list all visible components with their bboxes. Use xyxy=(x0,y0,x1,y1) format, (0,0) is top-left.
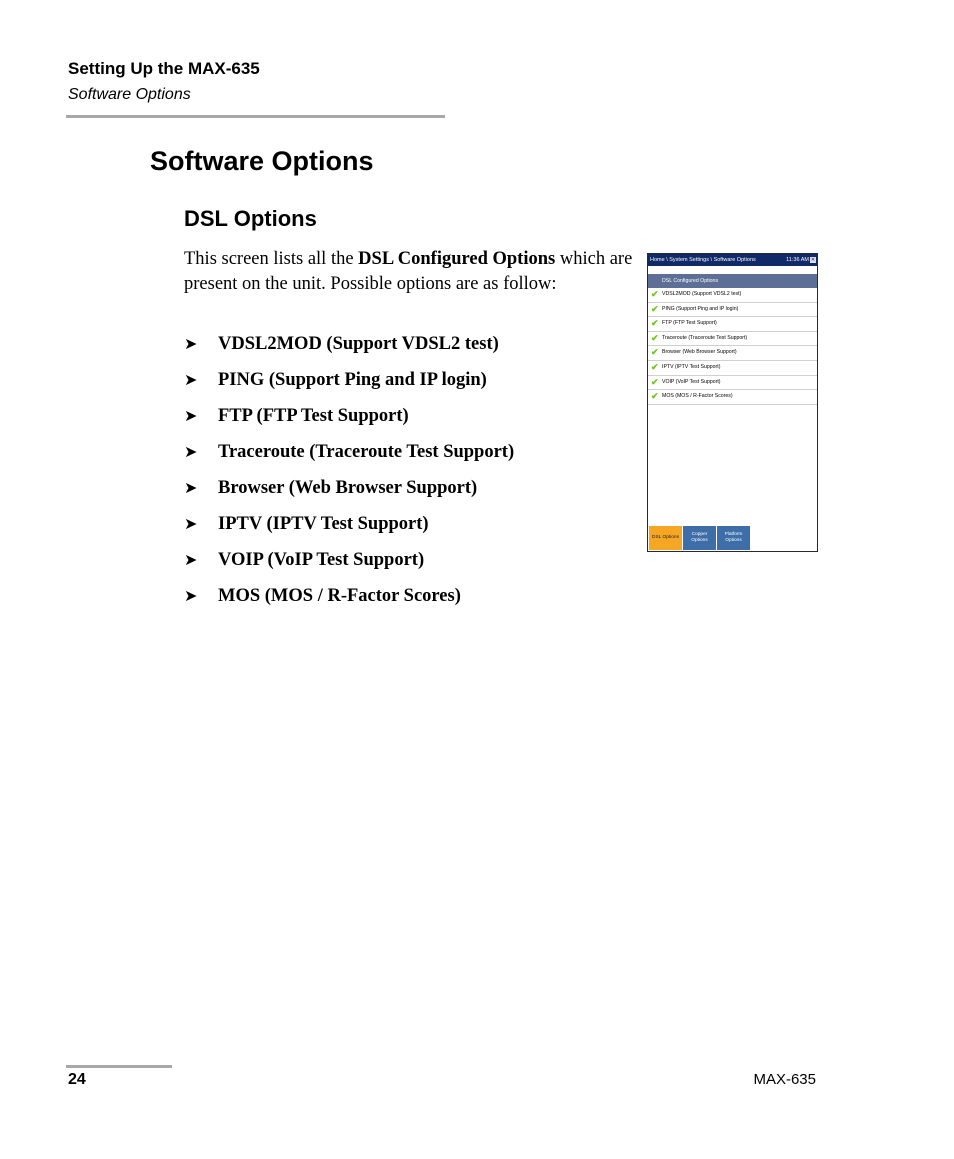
device-row-label: VOIP (VoIP Test Support) xyxy=(662,378,721,385)
list-item xyxy=(184,476,514,512)
list-item xyxy=(184,584,514,620)
footer-divider xyxy=(66,1065,172,1068)
bullet-arrow-icon: ➤ xyxy=(184,480,198,497)
section-title: DSL Options xyxy=(184,206,317,231)
device-list-row xyxy=(648,390,817,405)
bullet-arrow-icon: ➤ xyxy=(184,588,198,605)
close-icon[interactable]: ✕ xyxy=(810,257,816,263)
device-breadcrumb: Home \ System Settings \ Software Options xyxy=(650,257,756,263)
bullet-arrow-icon: ➤ xyxy=(184,408,198,425)
intro-paragraph xyxy=(184,247,644,296)
intro-text-bold: DSL Configured Options xyxy=(358,249,556,269)
bullet-arrow-icon: ➤ xyxy=(184,372,198,389)
option-label: VDSL2MOD (Support VDSL2 test) xyxy=(218,334,499,354)
list-item xyxy=(184,512,514,548)
bullet-arrow-icon: ➤ xyxy=(184,552,198,569)
device-row-label: Traceroute (Traceroute Test Support) xyxy=(662,334,748,341)
device-list-header: DSL Configured Options xyxy=(648,274,817,288)
check-icon: ✔ xyxy=(651,391,659,402)
check-icon: ✔ xyxy=(651,332,659,343)
tab-platform-options[interactable]: Platform Options xyxy=(717,526,750,550)
tab-dsl-options[interactable]: DSL Options xyxy=(649,526,682,550)
list-item xyxy=(184,332,514,368)
option-label: IPTV (IPTV Test Support) xyxy=(218,514,429,534)
device-list-row xyxy=(648,376,817,391)
check-icon: ✔ xyxy=(651,318,659,329)
device-row-label: IPTV (IPTV Test Support) xyxy=(662,363,721,370)
device-row-label: PING (Support Ping and IP login) xyxy=(662,305,739,312)
check-icon: ✔ xyxy=(651,361,659,372)
device-row-label: FTP (FTP Test Support) xyxy=(662,320,717,327)
device-title-bar xyxy=(648,254,817,266)
check-icon: ✔ xyxy=(651,347,659,358)
list-item xyxy=(184,548,514,584)
option-label: VOIP (VoIP Test Support) xyxy=(218,550,425,570)
product-name: MAX-635 xyxy=(753,1071,816,1088)
device-row-label: MOS (MOS / R-Factor Scores) xyxy=(662,393,733,400)
tab-copper-options[interactable]: Copper Options xyxy=(683,526,716,550)
device-list-row xyxy=(648,361,817,376)
bullet-arrow-icon: ➤ xyxy=(184,516,198,533)
header-divider xyxy=(66,115,445,118)
device-screenshot xyxy=(647,253,818,552)
option-label: FTP (FTP Test Support) xyxy=(218,406,409,426)
check-icon: ✔ xyxy=(651,289,659,299)
option-list xyxy=(184,332,514,620)
chapter-title: Setting Up the MAX-635 xyxy=(68,59,260,78)
option-label: PING (Support Ping and IP login) xyxy=(218,370,487,390)
list-item xyxy=(184,404,514,440)
intro-text-before: This screen lists all the xyxy=(184,249,359,269)
device-list-row xyxy=(648,303,817,318)
running-header xyxy=(68,58,260,106)
page-number: 24 xyxy=(68,1071,86,1088)
device-list-row xyxy=(648,317,817,332)
check-icon: ✔ xyxy=(651,376,659,387)
device-tab-bar xyxy=(648,526,817,551)
device-list-row xyxy=(648,332,817,347)
device-list-row xyxy=(648,346,817,361)
section-subtitle: Software Options xyxy=(68,86,191,103)
device-row-label: Browser (Web Browser Support) xyxy=(662,349,737,356)
list-item xyxy=(184,368,514,404)
check-icon: ✔ xyxy=(651,303,659,314)
bullet-arrow-icon: ➤ xyxy=(184,336,198,353)
option-label: MOS (MOS / R-Factor Scores) xyxy=(218,586,461,606)
list-item xyxy=(184,440,514,476)
option-label: Traceroute (Traceroute Test Support) xyxy=(218,442,515,462)
device-list-row xyxy=(648,288,817,303)
device-row-label: VDSL2MOD (Support VDSL2 test) xyxy=(662,291,742,297)
page-title: Software Options xyxy=(150,146,374,176)
option-label: Browser (Web Browser Support) xyxy=(218,478,478,498)
device-clock: 11:36 AM xyxy=(786,257,809,263)
bullet-arrow-icon: ➤ xyxy=(184,444,198,461)
intro-text-after: which are present on the unit. Possible options are as follow: xyxy=(184,249,633,294)
